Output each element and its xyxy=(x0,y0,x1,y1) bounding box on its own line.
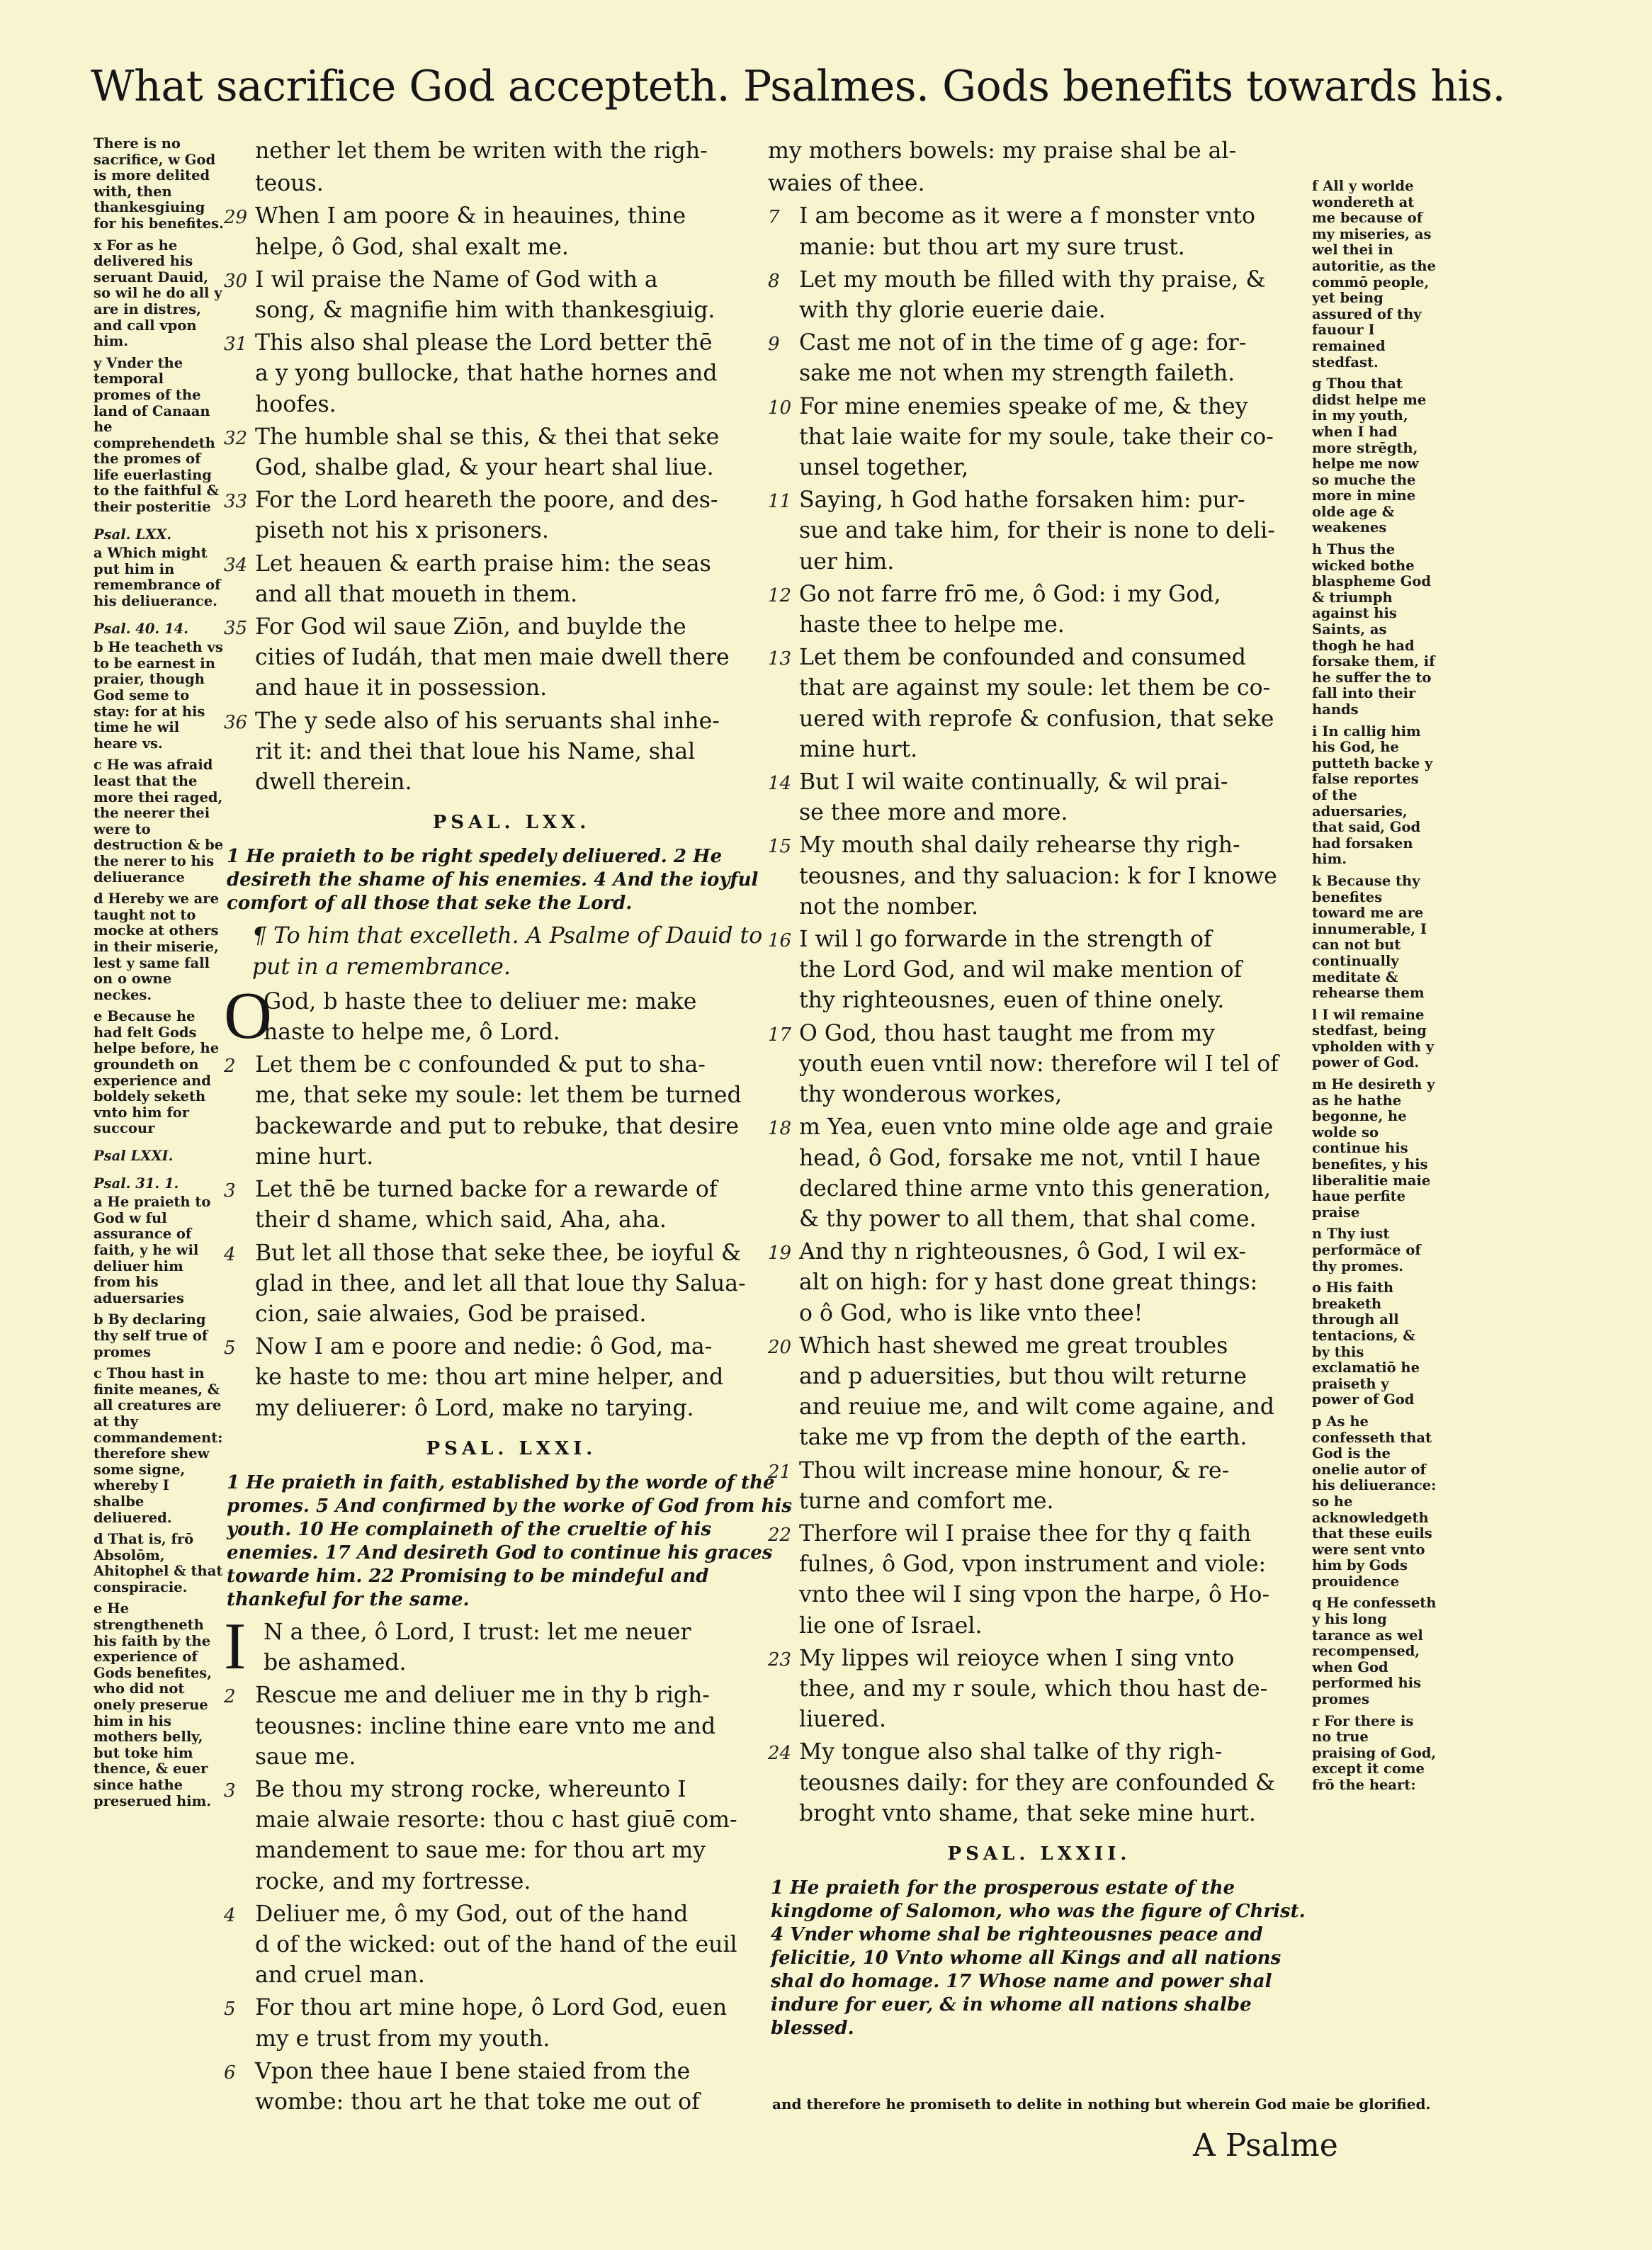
margin-note: c He was afraid least that the more thei raged, the neerer thei were to destruction & be the nerer to his deliuerance xyxy=(94,757,224,886)
margin-note: o His faith breaketh through all tentacions, & by this exclamatiō he praiseth y power of God xyxy=(1312,1279,1420,1408)
margin-note: h Thus the wicked bothe blaspheme God & triumph against his Saints, as thogh he had forsake them, if he suffer the to fall into their hands xyxy=(1312,541,1435,718)
verse: 4 But let all those that seke thee, be ioyful & glad in thee, and let all that loue thy Salua- cion, saie alwaies, God be praised. xyxy=(224,1240,746,1327)
verse-number: 32 xyxy=(224,427,248,449)
psalm-71-argument: 1 He praieth in faith, established by the worde of the promes. 5 And confirmed by the worke of God from his youth. 10 He complaineth of the crueltie of his enemies. 17 And desireth God to continue his graces towarde him. 22 Promising to be mindeful and thankeful for the same. xyxy=(227,1471,792,1610)
verse: 3 Be thou my strong rocke, whereunto I maie alwaie resorte: thou c hast giuē com- mandement to saue me: for thou art my rocke, and my fortresse. xyxy=(224,1776,737,1894)
psalm-69-verses xyxy=(224,201,799,798)
verse-number: 19 xyxy=(768,1243,792,1265)
verse: 30 I wil praise the Name of God with a song, & magnifie him with thankesgiuig. xyxy=(224,266,715,324)
verse: 32 The humble shal se this, & thei that seke God, shalbe glad, & your heart shal liue. xyxy=(224,424,720,481)
continuation-line: nether let them be writen with the righ- xyxy=(255,138,708,164)
margin-note: q He confesseth y his long tarance as wel recompensed, when God performed his promes xyxy=(1312,1595,1437,1708)
verse-number: 21 xyxy=(768,1461,792,1483)
verse-number: 6 xyxy=(224,2062,236,2084)
verse: 29 When I am poore & in heauines, thine helpe, ô God, shal exalt me. xyxy=(224,203,686,260)
verse-number: 24 xyxy=(768,1743,792,1765)
psalm-70-verses xyxy=(224,1050,799,1423)
psalm-71-verses-continued xyxy=(768,201,1311,1829)
margin-note: There is no sacrifice, w God is more delited with, then thankesgiuing for his benefites. xyxy=(94,136,224,232)
verse-number: 8 xyxy=(768,270,780,292)
margin-note: a Which might put him in remembrance of his deliuerance. xyxy=(94,545,221,610)
psalm-72-argument: 1 He praieth for the prosperous estate of the kingdome of Salomon, who was the figure of Christ. 4 Vnder whome shal be righteousnes peace and felicitie, 10 Vnto whome all Kings and all nations shal do homage. 17 Whose name and power shal indure for euer, & in whome all nations shalbe blessed. xyxy=(771,1877,1306,2040)
verse-number: 15 xyxy=(768,836,792,858)
margin-note: k Because thy benefites toward me are innumerable, I can not but continually meditate & rehearse them xyxy=(1312,872,1427,1002)
verse-number: 31 xyxy=(224,334,248,356)
verse: 13 Let them be confounded and consumed that are against my soule: let them be co- uered with reprofe & confusion, that seke mine hurt. xyxy=(768,645,1274,762)
margin-note: e He strengtheneth his faith by the experience of Gods benefites, who did not onely preserue him in his mothers belly, but toke him thence, & euer since hathe preserued him. xyxy=(94,1600,213,1809)
margin-note: y Vnder the temporal promes of the land of Canaan he comprehendeth the promes of life euerlasting to the faithful & their posteritie xyxy=(94,354,220,516)
verse-number: 9 xyxy=(768,334,780,356)
verse-number: 13 xyxy=(768,648,792,670)
text-column-left xyxy=(224,136,799,2120)
verse: 5 For thou art mine hope, ô Lord God, euen my e trust from my youth. xyxy=(224,1995,728,2052)
margin-note: x For as he delivered his seruant Dauid, so wil he do all y are in distres, and call vpon him. xyxy=(94,237,222,350)
verse-number: 29 xyxy=(224,207,248,229)
margin-crossref: Psal. 31. 1. xyxy=(94,1175,179,1192)
verse-number: 20 xyxy=(768,1336,792,1358)
right-margin-notes xyxy=(1312,179,1437,2113)
margin-note: a He praieth to God w ful assurance of faith, y he wil deliuer him from his aduersaries xyxy=(94,1194,211,1306)
text-column-right xyxy=(768,136,1311,2046)
verse: 16 I wil l go forwarde in the strength of the Lord God, and wil make mention of thy righteousnes, euen of thine onely. xyxy=(768,927,1243,1014)
verse: 5 Now I am e poore and nedie: ô God, ma- ke haste to me: thou art mine helper, and my deliuerer: ô Lord, make no tarying. xyxy=(224,1334,724,1421)
verse: 18 m Yea, euen vnto mine olde age and graie head, ô God, forsake me not, vntil I haue declared thine arme vnto this generation, & thy power to all them, that shal come. xyxy=(768,1114,1274,1232)
margin-note: l I wil remaine stedfast, being vpholden with y power of God. xyxy=(1312,1006,1435,1071)
left-margin-notes xyxy=(94,136,224,2190)
margin-note: m He desireth y as he hathe begonne, he wolde so continue his benefites, y his liberalitie maie haue perfite praise xyxy=(1312,1076,1435,1221)
margin-psalm-label: Psal. LXX. xyxy=(94,526,172,543)
verse: 2 Rescue me and deliuer me in thy b righ- teousnes: incline thine eare vnto me and saue me. xyxy=(224,1683,716,1770)
verse-number: 3 xyxy=(224,1780,236,1802)
verse-number: 2 xyxy=(224,1686,236,1708)
verse: 2 Let them be c confounded & put to sha- me, that seke my soule: let them be turned backewarde and put to rebuke, that desire mine hurt. xyxy=(224,1052,742,1170)
margin-note: g Thou that didst helpe me in my youth, when I had more strēgth, helpe me now so muche the more in mine olde age & weakenes xyxy=(1312,375,1427,536)
psalm-71-verses xyxy=(224,1680,799,2118)
verse: 10 For mine enemies speake of me, & they that laie waite for my soule, take their co- unsel together, xyxy=(768,393,1274,481)
margin-note: b He teacheth vs to be earnest in praier, though God seme to stay: for at his time he wil heare vs. xyxy=(94,639,223,752)
verse-number: 5 xyxy=(224,1338,236,1359)
margin-note: d Hereby we are taught not to mocke at others in their miserie, lest y same fall on o owne neckes. xyxy=(94,891,219,1003)
verse: 4 Deliuer me, ô my God, out of the hand d of the wicked: out of the hand of the euil and cruel man. xyxy=(224,1901,737,1989)
verse: 14 But I wil waite continually, & wil prai- se thee more and more. xyxy=(768,769,1228,826)
margin-note: i In callig him his God, he putteth backe y false reportes of the aduersaries, that said, God had forsaken him. xyxy=(1312,723,1433,868)
verse-number: 14 xyxy=(768,773,792,795)
verse: 24 My tongue also shal talke of thy righ- teousnes daily: for they are confounded & broght vnto shame, that seke mine hurt. xyxy=(768,1739,1276,1826)
psalm-71-verse-1: I N a thee, ô Lord, I trust: let me neuer be ashamed. xyxy=(224,1609,691,1683)
margin-psalm-label: Psal LXXI. xyxy=(94,1148,174,1165)
verse: 15 My mouth shal daily rehearse thy righ- teousnes, and thy saluacion: k for I knowe not the nomber. xyxy=(768,832,1277,920)
margin-note: e Because he had felt Gods helpe before, he groundeth on experience and boldely seketh vnto him for succour xyxy=(94,1008,220,1137)
psalm-70-verse-1: O God, b haste thee to deliuer me: make haste to helpe me, ô Lord. xyxy=(224,978,697,1053)
verse: 31 This also shal please the Lord better thē a y yong bullocke, that hathe hornes and hoofes. xyxy=(224,330,718,417)
verse: 21 Thou wilt increase mine honour, & re- turne and comfort me. xyxy=(768,1457,1230,1514)
margin-note: n Thy iust performāce of thy promes. xyxy=(1312,1226,1421,1274)
continuation-line: waies of thee. xyxy=(768,171,925,197)
continuation-line: teous. xyxy=(255,171,324,197)
margin-note: f All y worlde wondereth at me because of my miseries, as wel thei in autoritie, as the commō people, yet being assured of thy fauour I remained stedfast. xyxy=(1312,179,1436,371)
verse: 8 Let my mouth be filled with thy praise, & with thy glorie euerie daie. xyxy=(768,266,1266,324)
verse-number: 10 xyxy=(768,397,792,419)
margin-note: c Thou hast in finite meanes, & all creatures are at thy commandement: therefore shew some signe, whereby I shalbe deliuered. xyxy=(94,1365,223,1526)
verse: 11 Saying, h God hathe forsaken him: pur- sue and take him, for their is none to deli- uer him. xyxy=(768,487,1275,575)
continuation-line: my mothers bowels: my praise shal be al- xyxy=(768,138,1237,164)
psalm-70-superscription: ¶ To him that excelleth. A Psalme of Dauid to put in a remembrance. xyxy=(252,923,763,980)
verse-number: 17 xyxy=(768,1024,792,1046)
drop-cap: O xyxy=(224,978,272,1053)
footnote-continuation: and therefore he promiseth to delite in nothing but wherein God maie be glorified. xyxy=(772,2096,1431,2113)
verse-number: 33 xyxy=(224,491,248,513)
verse-number: 4 xyxy=(224,1243,236,1265)
psalm-72-title: PSAL. LXXII. xyxy=(947,1843,1131,1865)
drop-cap: I xyxy=(224,1609,247,1683)
verse: 20 Which hast shewed me great troubles and p aduersities, but thou wilt returne and reuiue me, and wilt come againe, and take me vp from the depth of the earth. xyxy=(768,1333,1274,1451)
verse: 34 Let heauen & earth praise him: the seas and all that moueth in them. xyxy=(224,550,711,607)
verse-number: 35 xyxy=(224,618,248,640)
psalm-71-title: PSAL. LXXI. xyxy=(426,1437,597,1459)
verse-number: 2 xyxy=(224,1056,236,1078)
verse: 33 For the Lord heareth the poore, and des- piseth not his x prisoners. xyxy=(224,487,718,544)
verse-number: 4 xyxy=(224,1904,236,1926)
verse-number: 5 xyxy=(224,1999,236,2020)
verse: 35 For God wil saue Ziōn, and buylde the cities of Iudáh, that men maie dwell there and haue it in possession. xyxy=(224,614,730,701)
verse-number: 16 xyxy=(768,930,792,952)
catchword: A Psalme xyxy=(1193,2127,1338,2164)
verse: 7 I am become as it were a f monster vnto manie: but thou art my sure trust. xyxy=(768,203,1255,260)
verse-number: 3 xyxy=(224,1180,236,1202)
margin-note: d That is, frō Absolōm, Ahitophel & that conspiracie. xyxy=(94,1531,223,1595)
verse-number: 34 xyxy=(224,554,248,576)
verse: 9 Cast me not of in the time of g age: for- sake me not when my strength faileth. xyxy=(768,330,1247,387)
verse-number: 7 xyxy=(768,207,780,229)
verse: 6 Vpon thee haue I bene staied from the wombe: thou art he that toke me out of xyxy=(224,2058,700,2115)
verse-number: 30 xyxy=(224,270,248,292)
verse: 22 Therfore wil I praise thee for thy q faith fulnes, ô God, vpon instrument and viole: vnto thee wil I sing vpon the harpe, ô Ho- lie one of Israel. xyxy=(768,1520,1270,1639)
running-head: What sacrifice God accepteth. Psalmes. Gods benefits towards his. xyxy=(91,62,1505,111)
verse: 12 Go not farre frō me, ô God: i my God, haste thee to helpe me. xyxy=(768,581,1221,638)
verse: 36 The y sede also of his seruants shal inhe- rit it: and thei that loue his Name, shal dwell therein. xyxy=(224,708,720,796)
verse-number: 22 xyxy=(768,1524,792,1546)
verse: 23 My lippes wil reioyce when I sing vnto thee, and my r soule, which thou hast de- liuered. xyxy=(768,1645,1268,1733)
verse-number: 23 xyxy=(768,1649,792,1670)
margin-note: r For there is no true praising of God, except it come frō the heart: xyxy=(1312,1712,1437,1793)
verse-number: 12 xyxy=(768,584,792,606)
margin-crossref: Psal. 40. 14. xyxy=(94,620,188,637)
verse: 3 Let thē be turned backe for a rewarde of their d shame, which said, Aha, aha. xyxy=(224,1177,718,1233)
verse-number: 11 xyxy=(768,491,792,513)
verse: 17 O God, thou hast taught me from my youth euen vntil now: therefore wil I tel of thy wonderous workes, xyxy=(768,1020,1279,1108)
psalm-70-title: PSAL. LXX. xyxy=(432,812,591,834)
margin-note: p As he confesseth that God is the onelie autor of his deliuerance: so he acknowledgeth that these euils were sent vnto him by Gods prouidence xyxy=(1312,1413,1437,1590)
verse-number: 36 xyxy=(224,711,248,733)
verse-number: 18 xyxy=(768,1118,792,1140)
margin-note: b By declaring thy self true of promes xyxy=(94,1311,208,1360)
verse: 19 And thy n righteousnes, ô God, I wil ex- alt on high: for y hast done great things: o ô God, who is like vnto thee! xyxy=(768,1239,1258,1326)
psalm-70-argument: 1 He praieth to be right spedely deliuered. 2 He desireth the shame of his enemies. 4 And the ioyful comfort of all those that seke the Lord. xyxy=(227,846,759,915)
